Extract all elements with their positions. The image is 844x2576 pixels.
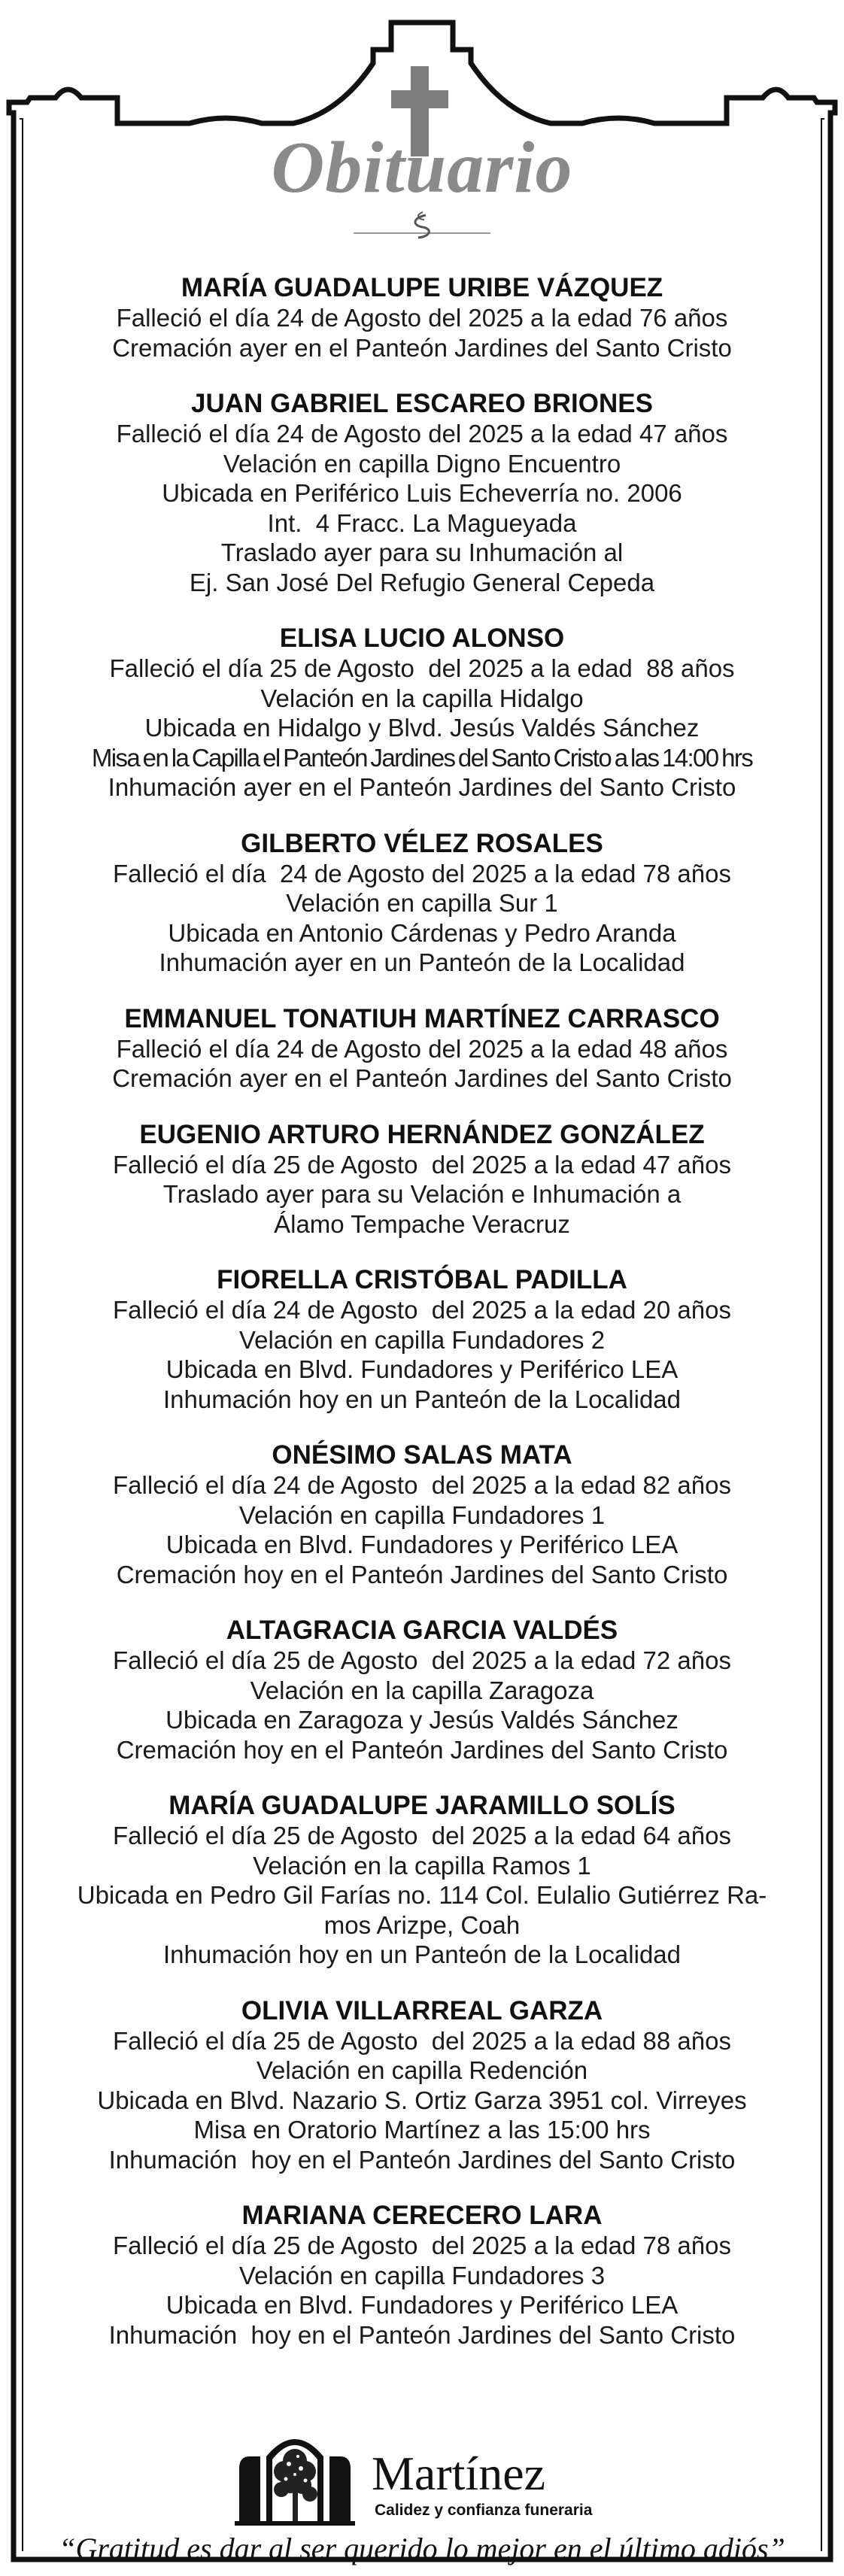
obituary-detail-line: Álamo Tempache Veracruz	[274, 1209, 570, 1238]
obituary-entry	[45, 1440, 799, 1589]
obituary-detail-line: Falleció el día 25 de Agosto del 2025 a la edad 47 años	[113, 1150, 731, 1179]
deceased-name: JUAN GABRIEL ESCAREO BRIONES	[191, 389, 653, 418]
obituary-detail-line: Falleció el día 24 de Agosto del 2025 a la edad 76 años	[116, 304, 728, 332]
obituary-detail-line: Ej. San José Del Refugio General Cepeda	[189, 568, 655, 596]
obituary-detail-line: Ubicada en Hidalgo y Blvd. Jesús Valdés Sánchez	[144, 714, 700, 742]
obituary-detail-line: Cremación hoy en el Panteón Jardines del Santo Cristo	[116, 1735, 728, 1764]
obituary-entry	[45, 1615, 799, 1764]
obituary-detail-line: Traslado ayer para su Inhumación al	[220, 539, 624, 566]
obituary-detail-line: Inhumación hoy en un Panteón de la Localidad	[162, 1940, 682, 1968]
obituary-detail-line: Cremación ayer en el Panteón Jardines del Santo Cristo	[112, 333, 732, 362]
obituary-detail-line: Cremación hoy en el Panteón Jardines del Santo Cristo	[116, 1560, 728, 1588]
deceased-name: EUGENIO ARTURO HERNÁNDEZ GONZÁLEZ	[139, 1119, 705, 1149]
obituary-detail-line: Falleció el día 24 de Agosto del 2025 a la edad 82 años	[113, 1471, 731, 1499]
page-title: Obituario	[271, 127, 573, 208]
funeral-home-name: Martínez	[372, 2447, 545, 2500]
flourish-ornament-icon	[0, 211, 844, 241]
obituary-detail-line: Misa en Oratorio Martínez a las 15:00 hrs	[193, 2116, 651, 2144]
obituary-entry	[45, 1003, 799, 1094]
funeral-home-footer	[0, 2414, 844, 2576]
obituary-detail-line: Falleció el día 25 de Agosto del 2025 a la edad 72 años	[113, 1646, 731, 1674]
obituary-detail-line: Falleció el día 24 de Agosto del 2025 a la edad 47 años	[116, 420, 728, 448]
deceased-name: MARÍA GUADALUPE JARAMILLO SOLÍS	[168, 1791, 676, 1820]
obituary-detail-line: Inhumación ayer en un Panteón de la Localidad	[159, 948, 685, 976]
obituary-detail-line: Inhumación hoy en el Panteón Jardines del Santo Cristo	[108, 2320, 736, 2349]
deceased-name: FIORELLA CRISTÓBAL PADILLA	[217, 1265, 627, 1294]
obituary-entry	[45, 1995, 799, 2175]
obituary-detail-line: Cremación ayer en el Panteón Jardines del Santo Cristo	[112, 1064, 732, 1092]
obituary-detail-line: Velación en la capilla Zaragoza	[250, 1676, 594, 1704]
obituary-detail-line: Velación en capilla Digno Encuentro	[223, 449, 621, 478]
obituary-detail-line: Ubicada en Blvd. Fundadores y Periférico LEA	[165, 2291, 679, 2319]
obituary-detail-line: Ubicada en Blvd. Fundadores y Periférico LEA	[165, 1531, 679, 1558]
obituary-detail-line: Ubicada en Blvd. Fundadores y Periférico LEA	[165, 1355, 679, 1383]
deceased-name: GILBERTO VÉLEZ ROSALES	[241, 828, 603, 858]
obituary-detail-line: Velación en capilla Fundadores 2	[238, 1325, 606, 1354]
obituary-detail-line: Falleció el día 24 de Agosto del 2025 a la edad 48 años	[116, 1034, 728, 1063]
funeral-home-logo-icon	[235, 2426, 355, 2526]
obituary-detail-line: Velación en capilla Redención	[256, 2056, 588, 2084]
obituary-detail-line: Ubicada en Pedro Gil Farías no. 114 Col. Eulalio Gutiérrez Ra-	[77, 1881, 767, 1909]
deceased-name: EMMANUEL TONATIUH MARTÍNEZ CARRASCO	[124, 1003, 720, 1033]
obituary-detail-line: Ubicada en Periférico Luis Echeverría no. 2006	[162, 479, 682, 507]
obituary-entry	[45, 1119, 799, 1239]
obituary-detail-line: mos Arizpe, Coah	[323, 1910, 521, 1939]
obituary-detail-line: Velación en capilla Sur 1	[286, 889, 558, 917]
deceased-name: ELISA LUCIO ALONSO	[279, 624, 565, 653]
obituary-entry	[45, 2200, 799, 2350]
deceased-name: MARIANA CERECERO LARA	[241, 2201, 603, 2230]
obituary-entry	[45, 272, 799, 363]
obituary-detail-line: Velación en la capilla Ramos 1	[253, 1851, 591, 1880]
deceased-name: OLIVIA VILLARREAL GARZA	[241, 1995, 603, 2025]
obituary-list	[45, 272, 799, 2375]
obituary-header	[0, 0, 844, 248]
obituary-detail-line: Ubicada en Zaragoza y Jesús Valdés Sánchez	[165, 1706, 679, 1734]
obituary-detail-line: Ubicada en Antonio Cárdenas y Pedro Aranda	[168, 918, 676, 947]
obituary-detail-line: Falleció el día 25 de Agosto del 2025 a la edad 78 años	[113, 2232, 731, 2259]
deceased-name: ALTAGRACIA GARCIA VALDÉS	[226, 1616, 618, 1645]
obituary-detail-line: Falleció el día 25 de Agosto del 2025 a la edad 88 años	[109, 654, 735, 682]
funeral-home-tagline: Calidez y confianza funeraria	[375, 2502, 593, 2519]
obituary-detail-line: Misa en la Capilla el Panteón Jardines del Santo Cristo a las 14:00 hrs	[91, 743, 753, 772]
obituary-entry	[45, 1264, 799, 1414]
obituary-detail-line: Falleció el día 24 de Agosto del 2025 a la edad 20 años	[113, 1296, 731, 1324]
obituary-detail-line: Velación en capilla Fundadores 1	[238, 1500, 606, 1529]
obituary-detail-line: Inhumación hoy en un Panteón de la Localidad	[162, 1385, 682, 1413]
obituary-detail-line: Traslado ayer para su Velación e Inhumación a	[162, 1180, 682, 1208]
obituary-entry	[45, 828, 799, 978]
obituary-detail-line: Velación en la capilla Hidalgo	[260, 684, 584, 712]
obituary-detail-line: Inhumación ayer en el Panteón Jardines del Santo Cristo	[108, 773, 736, 801]
obituary-entry	[45, 623, 799, 803]
deceased-name: ONÉSIMO SALAS MATA	[272, 1440, 572, 1470]
obituary-detail-line: Ubicada en Blvd. Nazario S. Ortiz Garza 3951 col. Virreyes	[97, 2086, 747, 2114]
funeral-home-slogan: “Gratitud es dar al ser querido lo mejor en el último adiós”	[59, 2532, 785, 2565]
obituary-detail-line: Velación en capilla Fundadores 3	[238, 2261, 606, 2289]
obituary-detail-line: Inhumación hoy en el Panteón Jardines del Santo Cristo	[108, 2145, 736, 2174]
obituary-detail-line: Falleció el día 24 de Agosto del 2025 a la edad 78 años	[113, 859, 731, 887]
obituary-detail-line: Falleció el día 25 de Agosto del 2025 a la edad 64 años	[113, 1822, 731, 1849]
deceased-name: MARÍA GUADALUPE URIBE VÁZQUEZ	[181, 273, 663, 302]
obituary-detail-line: Int. 4 Fracc. La Magueyada	[267, 508, 577, 537]
obituary-entry	[45, 388, 799, 597]
obituary-detail-line: Falleció el día 25 de Agosto del 2025 a la edad 88 años	[113, 2026, 731, 2055]
obituary-entry	[45, 1790, 799, 1970]
